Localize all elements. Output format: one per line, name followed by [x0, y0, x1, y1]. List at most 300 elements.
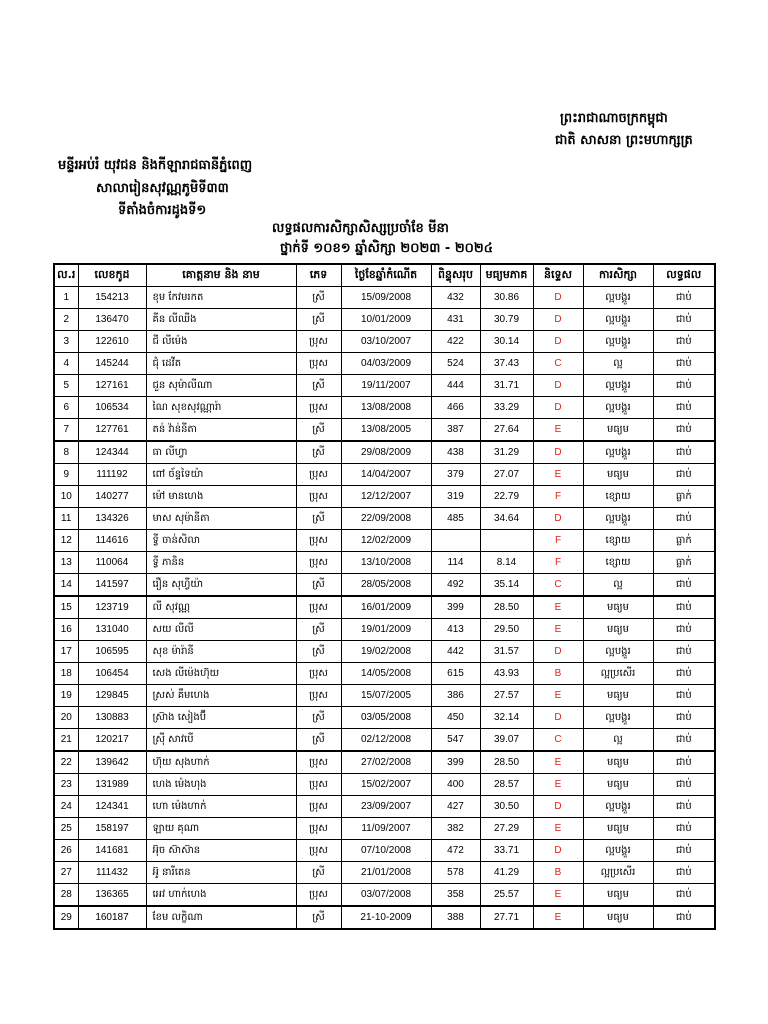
- birth-date: 23/09/2007: [341, 796, 431, 818]
- total-score: 524: [431, 353, 480, 375]
- table-row: [54, 419, 715, 442]
- total-score: 388: [431, 906, 480, 929]
- student-name: ខុម កែវមរកត: [146, 287, 296, 309]
- table-row: [54, 685, 715, 707]
- result: ជាប់: [653, 331, 715, 353]
- study-level: មធ្យម: [583, 419, 653, 442]
- gender: ប្រុស: [296, 884, 341, 907]
- gender: ប្រុស: [296, 464, 341, 486]
- average-score: 27.29: [480, 818, 533, 840]
- student-code: 134326: [78, 508, 146, 530]
- study-level: ល្អបង្គួរ: [583, 309, 653, 331]
- birth-date: 12/12/2007: [341, 486, 431, 508]
- study-level: មធ្យម: [583, 818, 653, 840]
- student-name: តន់ វ៉ាន់នីតា: [146, 419, 296, 442]
- grade: D: [533, 375, 583, 397]
- result: ជាប់: [653, 751, 715, 774]
- row-number: 20: [54, 707, 78, 729]
- table-row: [54, 663, 715, 685]
- study-level: ល្អបង្គួរ: [583, 331, 653, 353]
- student-code: 129845: [78, 685, 146, 707]
- result: ជាប់: [653, 397, 715, 419]
- result: ជាប់: [653, 818, 715, 840]
- average-score: 30.14: [480, 331, 533, 353]
- table-row: [54, 353, 715, 375]
- ministry-heading: មន្ទីរអប់រំ យុវជន និងកីឡារាជធានីភ្នំពេញ: [58, 158, 253, 173]
- grade: E: [533, 818, 583, 840]
- study-level: ល្អបង្គួរ: [583, 375, 653, 397]
- study-level: ខ្សោយ: [583, 486, 653, 508]
- total-score: 422: [431, 331, 480, 353]
- gender: ស្រី: [296, 574, 341, 597]
- birth-date: 03/10/2007: [341, 331, 431, 353]
- table-row: [54, 884, 715, 907]
- study-level: ល្អបង្គួរ: [583, 287, 653, 309]
- national-motto: ជាតិ សាសនា ព្រះមហាក្សត្រ: [555, 133, 693, 148]
- gender: ស្រី: [296, 309, 341, 331]
- average-score: 39.07: [480, 729, 533, 752]
- average-score: 27.57: [480, 685, 533, 707]
- student-code: 111432: [78, 862, 146, 884]
- total-score: 438: [431, 441, 480, 464]
- table-row: [54, 619, 715, 641]
- result: ជាប់: [653, 574, 715, 597]
- column-header-name: គោត្តនាម និង នាម: [146, 264, 296, 287]
- total-score: 450: [431, 707, 480, 729]
- student-code: 123719: [78, 596, 146, 619]
- study-level: មធ្យម: [583, 774, 653, 796]
- table-row: [54, 508, 715, 530]
- total-score: [431, 530, 480, 552]
- birth-date: 21/01/2008: [341, 862, 431, 884]
- grade: C: [533, 729, 583, 752]
- study-level: មធ្យម: [583, 751, 653, 774]
- student-code: 114616: [78, 530, 146, 552]
- total-score: 386: [431, 685, 480, 707]
- birth-date: 19/02/2008: [341, 641, 431, 663]
- birth-date: 11/09/2007: [341, 818, 431, 840]
- study-level: ល្អបង្គួរ: [583, 840, 653, 862]
- average-score: [480, 530, 533, 552]
- student-name: ស្រ៊ី សាវបើ: [146, 729, 296, 752]
- student-name: ជុំ ដេវីត: [146, 353, 296, 375]
- table-row: [54, 552, 715, 574]
- row-number: 22: [54, 751, 78, 774]
- total-score: 444: [431, 375, 480, 397]
- grade: B: [533, 663, 583, 685]
- birth-date: 04/03/2009: [341, 353, 431, 375]
- student-name: ហ៊ុយ សុងហាក់: [146, 751, 296, 774]
- gender: ប្រុស: [296, 818, 341, 840]
- student-code: 120217: [78, 729, 146, 752]
- gender: ស្រី: [296, 419, 341, 442]
- birth-date: 14/05/2008: [341, 663, 431, 685]
- grade: B: [533, 862, 583, 884]
- total-score: 319: [431, 486, 480, 508]
- average-score: 31.57: [480, 641, 533, 663]
- birth-date: 03/07/2008: [341, 884, 431, 907]
- table-row: [54, 464, 715, 486]
- result: ជាប់: [653, 375, 715, 397]
- study-level: ល្អប្រសើរ: [583, 663, 653, 685]
- average-score: 43.93: [480, 663, 533, 685]
- table-row: [54, 287, 715, 309]
- birth-date: 15/07/2005: [341, 685, 431, 707]
- total-score: 413: [431, 619, 480, 641]
- table-row: [54, 707, 715, 729]
- total-score: 466: [431, 397, 480, 419]
- birth-date: 15/02/2007: [341, 774, 431, 796]
- student-code: 106534: [78, 397, 146, 419]
- table-row: [54, 774, 715, 796]
- study-level: មធ្យម: [583, 884, 653, 907]
- student-code: 139642: [78, 751, 146, 774]
- gender: ស្រី: [296, 906, 341, 929]
- birth-date: 14/04/2007: [341, 464, 431, 486]
- row-number: 13: [54, 552, 78, 574]
- row-number: 26: [54, 840, 78, 862]
- student-name: ស្រស់ គឹមហេង: [146, 685, 296, 707]
- row-number: 2: [54, 309, 78, 331]
- result: ជាប់: [653, 774, 715, 796]
- total-score: 399: [431, 596, 480, 619]
- total-score: 387: [431, 419, 480, 442]
- table-row: [54, 641, 715, 663]
- average-score: 32.14: [480, 707, 533, 729]
- total-score: 431: [431, 309, 480, 331]
- total-score: 547: [431, 729, 480, 752]
- result: ជាប់: [653, 596, 715, 619]
- student-name: ខែម លក្ខិណា: [146, 906, 296, 929]
- birth-date: 19/11/2007: [341, 375, 431, 397]
- column-header-code: លេខកូដ: [78, 264, 146, 287]
- row-number: 14: [54, 574, 78, 597]
- student-code: 130883: [78, 707, 146, 729]
- row-number: 11: [54, 508, 78, 530]
- gender: ប្រុស: [296, 353, 341, 375]
- total-score: 442: [431, 641, 480, 663]
- student-name: ជួន សុម៉ាលីណា: [146, 375, 296, 397]
- average-score: 28.50: [480, 751, 533, 774]
- average-score: 30.50: [480, 796, 533, 818]
- gender: ប្រុស: [296, 840, 341, 862]
- table-row: [54, 331, 715, 353]
- gender: ប្រុស: [296, 486, 341, 508]
- row-number: 17: [54, 641, 78, 663]
- gender: ប្រុស: [296, 685, 341, 707]
- result: ជាប់: [653, 729, 715, 752]
- row-number: 6: [54, 397, 78, 419]
- total-score: 485: [431, 508, 480, 530]
- result: ជាប់: [653, 840, 715, 862]
- table-row: [54, 309, 715, 331]
- student-code: 136365: [78, 884, 146, 907]
- average-score: 41.29: [480, 862, 533, 884]
- total-score: 492: [431, 574, 480, 597]
- study-level: មធ្យម: [583, 596, 653, 619]
- student-name: ពៅ ច័ន្ទទៃយ៉ា: [146, 464, 296, 486]
- table-row: [54, 486, 715, 508]
- student-name: អេវ ហាក់ហេង: [146, 884, 296, 907]
- grade: D: [533, 707, 583, 729]
- average-score: 37.43: [480, 353, 533, 375]
- student-name: សុខ ម៉ារ៉ានី: [146, 641, 296, 663]
- average-score: 28.57: [480, 774, 533, 796]
- row-number: 18: [54, 663, 78, 685]
- gender: ប្រុស: [296, 774, 341, 796]
- birth-date: 07/10/2008: [341, 840, 431, 862]
- grade: D: [533, 309, 583, 331]
- study-level: មធ្យម: [583, 685, 653, 707]
- grade: E: [533, 419, 583, 442]
- average-score: 8.14: [480, 552, 533, 574]
- results-table: [53, 263, 716, 930]
- result: ជាប់: [653, 641, 715, 663]
- gender: ប្រុស: [296, 530, 341, 552]
- gender: ស្រី: [296, 287, 341, 309]
- total-score: 578: [431, 862, 480, 884]
- birth-date: 21-10-2009: [341, 906, 431, 929]
- column-header-gender: ភេទ: [296, 264, 341, 287]
- table-row: [54, 862, 715, 884]
- result: ជាប់: [653, 619, 715, 641]
- grade: D: [533, 840, 583, 862]
- gender: ស្រី: [296, 707, 341, 729]
- birth-date: 22/09/2008: [341, 508, 431, 530]
- gender: ប្រុស: [296, 552, 341, 574]
- row-number: 9: [54, 464, 78, 486]
- grade: F: [533, 530, 583, 552]
- student-code: 110064: [78, 552, 146, 574]
- student-name: ឡាយ គុណា: [146, 818, 296, 840]
- gender: ប្រុស: [296, 596, 341, 619]
- birth-date: 12/02/2009: [341, 530, 431, 552]
- total-score: 379: [431, 464, 480, 486]
- gender: ប្រុស: [296, 397, 341, 419]
- kingdom-heading: ព្រះរាជាណាចក្រកម្ពុជា: [560, 111, 668, 126]
- average-score: 35.14: [480, 574, 533, 597]
- student-name: ហេង ម៉េងហុង: [146, 774, 296, 796]
- study-level: ល្អបង្គួរ: [583, 441, 653, 464]
- student-name: ធា លីហ្វា: [146, 441, 296, 464]
- average-score: 22.79: [480, 486, 533, 508]
- birth-date: 19/01/2009: [341, 619, 431, 641]
- birth-date: 13/10/2008: [341, 552, 431, 574]
- total-score: 399: [431, 751, 480, 774]
- school-location: ទីតាំងចំការដូងទី១: [118, 203, 207, 218]
- grade: C: [533, 353, 583, 375]
- average-score: 27.71: [480, 906, 533, 929]
- column-header-no: ល.រ: [54, 264, 78, 287]
- grade: E: [533, 906, 583, 929]
- birth-date: 03/05/2008: [341, 707, 431, 729]
- grade: D: [533, 641, 583, 663]
- student-code: 140277: [78, 486, 146, 508]
- student-name: ម៉ៅ មានហេង: [146, 486, 296, 508]
- result: ធ្លាក់: [653, 486, 715, 508]
- result: ធ្លាក់: [653, 552, 715, 574]
- table-body: [54, 287, 715, 930]
- result: ជាប់: [653, 441, 715, 464]
- column-header-average: មធ្យមភាគ: [480, 264, 533, 287]
- student-name: សេង លីម៉េងហ៊ុយ: [146, 663, 296, 685]
- student-name: ទ្វី ចាន់សិលា: [146, 530, 296, 552]
- row-number: 23: [54, 774, 78, 796]
- grade: D: [533, 287, 583, 309]
- table-row: [54, 796, 715, 818]
- student-name: អ៊ូ នារីតេន: [146, 862, 296, 884]
- table-row: [54, 530, 715, 552]
- average-score: 30.86: [480, 287, 533, 309]
- study-level: ល្អបង្គួរ: [583, 796, 653, 818]
- row-number: 16: [54, 619, 78, 641]
- student-name: លី សុវណ្ណ: [146, 596, 296, 619]
- study-level: ល្អបង្គួរ: [583, 707, 653, 729]
- column-header-result: លទ្ធផល: [653, 264, 715, 287]
- grade: D: [533, 397, 583, 419]
- study-level: ខ្សោយ: [583, 530, 653, 552]
- birth-date: 13/08/2008: [341, 397, 431, 419]
- result: ជាប់: [653, 862, 715, 884]
- result: ជាប់: [653, 309, 715, 331]
- total-score: 427: [431, 796, 480, 818]
- study-level: ល្អ: [583, 729, 653, 752]
- row-number: 15: [54, 596, 78, 619]
- grade: F: [533, 552, 583, 574]
- study-level: ខ្សោយ: [583, 552, 653, 574]
- average-score: 25.57: [480, 884, 533, 907]
- study-level: ល្អ: [583, 353, 653, 375]
- student-code: 124344: [78, 441, 146, 464]
- column-header-birthdate: ថ្ងៃខែឆ្នាំកំណើត: [341, 264, 431, 287]
- student-name: ជី លីម៉េង: [146, 331, 296, 353]
- grade: E: [533, 685, 583, 707]
- gender: ស្រី: [296, 441, 341, 464]
- birth-date: 10/01/2009: [341, 309, 431, 331]
- row-number: 10: [54, 486, 78, 508]
- table-row: [54, 818, 715, 840]
- result: ជាប់: [653, 419, 715, 442]
- grade: E: [533, 751, 583, 774]
- birth-date: 27/02/2008: [341, 751, 431, 774]
- row-number: 29: [54, 906, 78, 929]
- student-code: 106454: [78, 663, 146, 685]
- table-row: [54, 840, 715, 862]
- table-row: [54, 574, 715, 597]
- result: ជាប់: [653, 884, 715, 907]
- student-code: 127161: [78, 375, 146, 397]
- average-score: 33.29: [480, 397, 533, 419]
- table-row: [54, 751, 715, 774]
- total-score: 400: [431, 774, 480, 796]
- grade: D: [533, 796, 583, 818]
- average-score: 31.71: [480, 375, 533, 397]
- result: ជាប់: [653, 707, 715, 729]
- total-score: 432: [431, 287, 480, 309]
- table-row: [54, 729, 715, 752]
- gender: ស្រី: [296, 508, 341, 530]
- total-score: 358: [431, 884, 480, 907]
- student-code: 127761: [78, 419, 146, 442]
- row-number: 28: [54, 884, 78, 907]
- result: ជាប់: [653, 287, 715, 309]
- grade: F: [533, 486, 583, 508]
- study-level: មធ្យម: [583, 619, 653, 641]
- gender: ប្រុស: [296, 331, 341, 353]
- result: ជាប់: [653, 685, 715, 707]
- student-code: 106595: [78, 641, 146, 663]
- grade: E: [533, 884, 583, 907]
- birth-date: 28/05/2008: [341, 574, 431, 597]
- row-number: 1: [54, 287, 78, 309]
- student-name: រឿន សុហ្វីយ៉ា: [146, 574, 296, 597]
- table-row: [54, 397, 715, 419]
- gender: ស្រី: [296, 729, 341, 752]
- study-level: ល្អប្រសើរ: [583, 862, 653, 884]
- total-score: 472: [431, 840, 480, 862]
- row-number: 27: [54, 862, 78, 884]
- report-subtitle: ថ្នាក់ទី ១០ខ១ ឆ្នាំសិក្សា ២០២៣ - ២០២៤: [280, 241, 493, 256]
- row-number: 3: [54, 331, 78, 353]
- result: ជាប់: [653, 796, 715, 818]
- student-code: 160187: [78, 906, 146, 929]
- student-code: 154213: [78, 287, 146, 309]
- student-name: អ៊ុច ស៊ាស៊ាន: [146, 840, 296, 862]
- total-score: 382: [431, 818, 480, 840]
- student-name: ហោ ម៉េងហាក់: [146, 796, 296, 818]
- table-header-row: [54, 264, 715, 287]
- average-score: 27.64: [480, 419, 533, 442]
- row-number: 8: [54, 441, 78, 464]
- student-name: សយ លីលី: [146, 619, 296, 641]
- birth-date: 16/01/2009: [341, 596, 431, 619]
- result: ធ្លាក់: [653, 530, 715, 552]
- row-number: 19: [54, 685, 78, 707]
- student-code: 124341: [78, 796, 146, 818]
- table-row: [54, 441, 715, 464]
- student-name: ស្រ៊ាង សៀងប៊ី: [146, 707, 296, 729]
- student-code: 141597: [78, 574, 146, 597]
- birth-date: 29/08/2009: [341, 441, 431, 464]
- grade: C: [533, 574, 583, 597]
- student-name: ទ្វី ភានិន: [146, 552, 296, 574]
- result: ជាប់: [653, 906, 715, 929]
- gender: ប្រុស: [296, 751, 341, 774]
- result: ជាប់: [653, 464, 715, 486]
- study-level: មធ្យម: [583, 464, 653, 486]
- gender: ស្រី: [296, 862, 341, 884]
- average-score: 28.50: [480, 596, 533, 619]
- study-level: ល្អបង្គួរ: [583, 397, 653, 419]
- grade: D: [533, 508, 583, 530]
- row-number: 24: [54, 796, 78, 818]
- table-row: [54, 375, 715, 397]
- student-code: 136470: [78, 309, 146, 331]
- gender: ស្រី: [296, 375, 341, 397]
- row-number: 7: [54, 419, 78, 442]
- grade: E: [533, 619, 583, 641]
- grade: D: [533, 441, 583, 464]
- column-header-study: ការសិក្សា: [583, 264, 653, 287]
- study-level: ល្អ: [583, 574, 653, 597]
- student-name: ណៃ សុខសុវណ្ណារ៉ា: [146, 397, 296, 419]
- grade: E: [533, 774, 583, 796]
- student-name: គីន លីឈីង: [146, 309, 296, 331]
- row-number: 4: [54, 353, 78, 375]
- gender: ស្រី: [296, 619, 341, 641]
- row-number: 12: [54, 530, 78, 552]
- birth-date: 13/08/2005: [341, 419, 431, 442]
